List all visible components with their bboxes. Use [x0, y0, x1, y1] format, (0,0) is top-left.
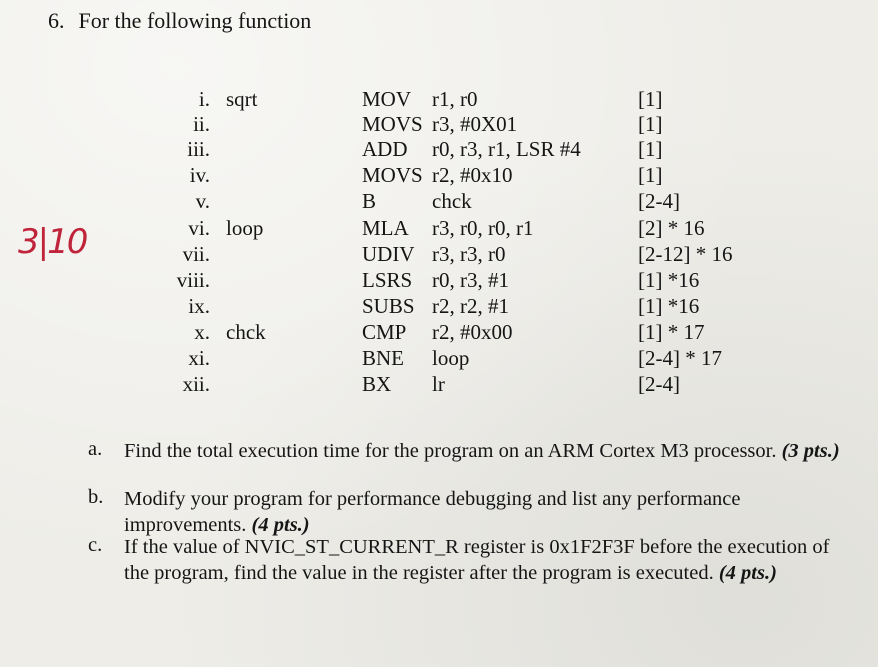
- code-line: [0, 162, 878, 188]
- instruction-mnemonic: UDIV: [362, 242, 415, 266]
- code-line: [0, 111, 878, 137]
- cycle-count: [2-4]: [638, 372, 680, 396]
- cycle-count: [1]: [638, 137, 663, 161]
- line-number: ii.: [193, 112, 210, 136]
- sub-question-letter: b.: [88, 486, 104, 508]
- instruction-mnemonic: MOVS: [362, 112, 423, 136]
- instruction-mnemonic: ADD: [362, 137, 408, 161]
- question-prompt: For the following function: [78, 8, 312, 33]
- line-number: xi.: [188, 346, 210, 370]
- code-line: [0, 188, 878, 214]
- question-header: [48, 8, 311, 34]
- cycle-count: [2-4]: [638, 189, 680, 213]
- question-number: 6.: [48, 8, 65, 33]
- line-number: vii.: [182, 242, 210, 266]
- line-number: ix.: [188, 294, 210, 318]
- instruction-operands: r1, r0: [432, 87, 478, 111]
- instruction-mnemonic: B: [362, 189, 377, 213]
- sub-question-text: [124, 438, 844, 464]
- sub-question-body: If the value of NVIC_ST_CURRENT_R register is 0x1F2F3F before the execution of the program, find the value in the register after the program is executed.: [124, 536, 830, 584]
- instruction-operands: loop: [432, 346, 470, 370]
- instruction-mnemonic: BX: [362, 372, 392, 396]
- instruction-operands: lr: [432, 372, 445, 396]
- sub-question-text: [124, 486, 844, 538]
- grade-text: 3|10: [18, 222, 87, 262]
- instruction-operands: r3, r3, r0: [432, 242, 506, 266]
- code-line: [0, 345, 878, 371]
- instruction-operands: r2, r2, #1: [432, 294, 509, 318]
- instruction-operands: r3, r0, r0, r1: [432, 216, 534, 240]
- instruction-mnemonic: MLA: [362, 216, 409, 240]
- sub-question-text: [124, 534, 844, 586]
- instruction-mnemonic: MOVS: [362, 163, 423, 187]
- cycle-count: [2-4] * 17: [638, 346, 722, 370]
- cycle-count: [1] *16: [638, 294, 700, 318]
- code-line: [0, 293, 878, 319]
- code-line: [0, 215, 878, 241]
- cycle-count: [2] * 16: [638, 216, 705, 240]
- instruction-mnemonic: SUBS: [362, 294, 415, 318]
- handwritten-grade: [18, 222, 88, 282]
- instruction-operands: r0, r3, r1, LSR #4: [432, 137, 581, 161]
- points-value: (4 pts.): [718, 562, 777, 584]
- sub-question-body: Modify your program for performance debugging and list any performance improvements.: [124, 488, 741, 536]
- code-label: chck: [226, 320, 266, 344]
- cycle-count: [1] * 17: [638, 320, 705, 344]
- code-line: [0, 86, 878, 112]
- line-number: iii.: [187, 137, 210, 161]
- code-label: loop: [226, 216, 264, 240]
- instruction-operands: r3, #0X01: [432, 112, 518, 136]
- line-number: viii.: [176, 268, 210, 292]
- points-value: (3 pts.): [781, 440, 840, 462]
- cycle-count: [1] *16: [638, 268, 700, 292]
- code-line: [0, 371, 878, 397]
- code-line: [0, 136, 878, 162]
- code-label: sqrt: [226, 87, 258, 111]
- line-number: xii.: [182, 372, 210, 396]
- cycle-count: [1]: [638, 87, 663, 111]
- line-number: iv.: [189, 163, 210, 187]
- instruction-mnemonic: CMP: [362, 320, 407, 344]
- code-line: [0, 241, 878, 267]
- sub-question-body: Find the total execution time for the program on an ARM Cortex M3 processor.: [124, 440, 777, 462]
- cycle-count: [1]: [638, 163, 663, 187]
- line-number: v.: [195, 189, 210, 213]
- cycle-count: [2-12] * 16: [638, 242, 733, 266]
- instruction-operands: chck: [432, 189, 472, 213]
- instruction-mnemonic: MOV: [362, 87, 412, 111]
- instruction-mnemonic: LSRS: [362, 268, 413, 292]
- cycle-count: [1]: [638, 112, 663, 136]
- instruction-operands: r0, r3, #1: [432, 268, 509, 292]
- sub-question-letter: c.: [88, 534, 103, 556]
- instruction-mnemonic: BNE: [362, 346, 404, 370]
- code-line: [0, 319, 878, 345]
- line-number: x.: [194, 320, 210, 344]
- instruction-operands: r2, #0x10: [432, 163, 513, 187]
- line-number: i.: [198, 87, 210, 111]
- instruction-operands: r2, #0x00: [432, 320, 513, 344]
- points-value: (4 pts.): [251, 514, 310, 536]
- sub-question-letter: a.: [88, 438, 103, 460]
- line-number: vi.: [188, 216, 210, 240]
- code-line: [0, 267, 878, 293]
